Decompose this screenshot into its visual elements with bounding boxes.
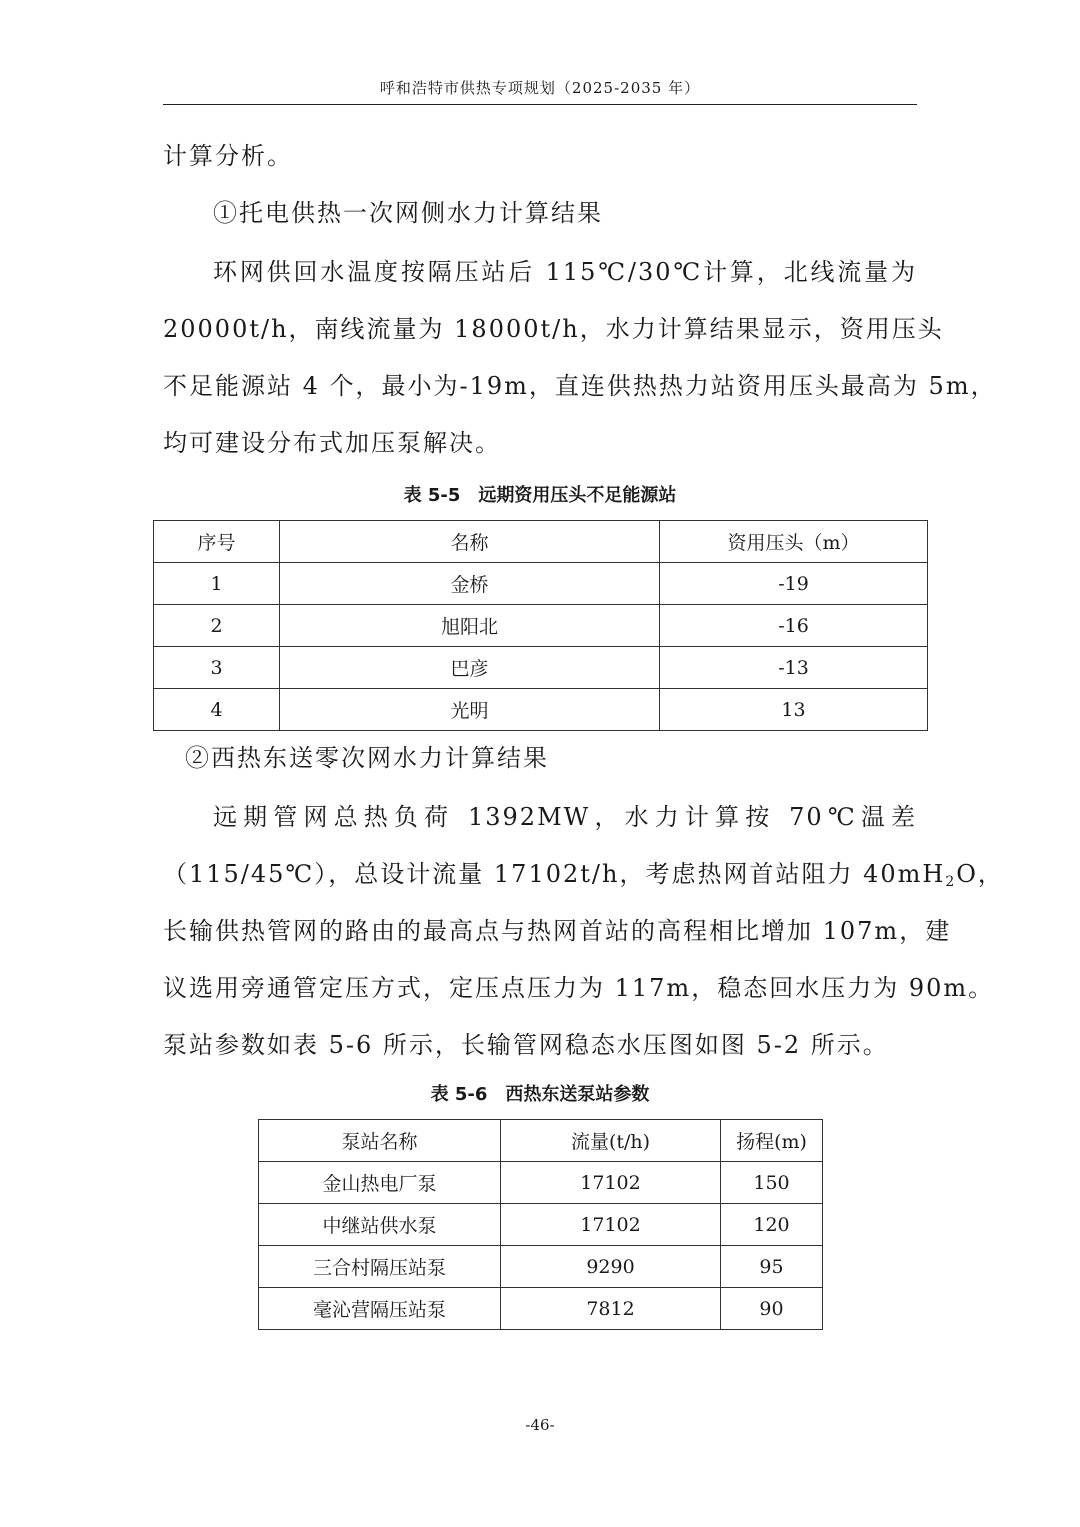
header-cell: 扬程(m): [721, 1120, 823, 1162]
table-cell: -13: [660, 647, 928, 689]
section-heading-1: [163, 185, 917, 242]
text-line: 计算分析。: [163, 142, 293, 170]
table-row: [154, 563, 928, 605]
table-cell: 17102: [501, 1162, 721, 1204]
text-line: 议选用旁通管定压方式，定压点压力为 117m，稳态回水压力为 90m。: [163, 974, 995, 1002]
table-cell: 150: [721, 1162, 823, 1204]
text-line: 不足能源站 4 个，最小为-19m，直连供热热力站资用压头最高为 5m，: [163, 372, 997, 400]
table-pump-stations: [258, 1119, 823, 1330]
table-cell: 旭阳北: [280, 605, 660, 647]
text-line: 20000t/h，南线流量为 18000t/h，水力计算结果显示，资用压头: [163, 315, 944, 343]
paragraph-intro: [163, 128, 917, 185]
table-row: [259, 1246, 823, 1288]
table1-caption: 表 5-5 远期资用压头不足能源站: [403, 485, 677, 506]
table-cell: 巴彦: [280, 647, 660, 689]
text-line: 长输供热管网的路由的最高点与热网首站的高程相比增加 107m，建: [163, 917, 952, 945]
table-row: [259, 1288, 823, 1330]
text-line: ②西热东送零次网水力计算结果: [185, 744, 549, 772]
table-header-row: [154, 521, 928, 563]
text-line: ①托电供热一次网侧水力计算结果: [213, 199, 603, 227]
table-cell: 13: [660, 689, 928, 731]
page-header: [163, 78, 917, 105]
table-header-row: [259, 1120, 823, 1162]
table-cell: 120: [721, 1204, 823, 1246]
text-line: 均可建设分布式加压泵解决。: [163, 429, 501, 457]
header-cell: 资用压头（m）: [660, 521, 928, 563]
page-number: -46-: [525, 1416, 555, 1434]
table-cell: 9290: [501, 1246, 721, 1288]
table-cell: 毫沁营隔压站泵: [259, 1288, 501, 1330]
table-row: [259, 1204, 823, 1246]
text-line: 环网供回水温度按隔压站后 115℃/30℃计算，北线流量为: [213, 258, 917, 286]
text-segment: O，: [956, 860, 1004, 888]
table-cell: 2: [154, 605, 280, 647]
table-row: [154, 689, 928, 731]
header-cell: 泵站名称: [259, 1120, 501, 1162]
table-cell: 3: [154, 647, 280, 689]
table-cell: 90: [721, 1288, 823, 1330]
text-line: [163, 846, 1004, 903]
table-row: [154, 647, 928, 689]
table-cell: 三合村隔压站泵: [259, 1246, 501, 1288]
text-line: 远期管网总热负荷 1392MW，水力计算按 70℃温差: [213, 803, 917, 831]
table-cell: 光明: [280, 689, 660, 731]
header-title: 呼和浩特市供热专项规划（2025-2035 年）: [379, 79, 701, 97]
table-row: [259, 1162, 823, 1204]
header-cell: 名称: [280, 521, 660, 563]
table-cell: 95: [721, 1246, 823, 1288]
table-row: [154, 605, 928, 647]
table-cell: -16: [660, 605, 928, 647]
header-cell: 流量(t/h): [501, 1120, 721, 1162]
table-cell: 7812: [501, 1288, 721, 1330]
table-cell: 金山热电厂泵: [259, 1162, 501, 1204]
header-cell: 序号: [154, 521, 280, 563]
text-line: 泵站参数如表 5-6 所示，长输管网稳态水压图如图 5-2 所示。: [163, 1031, 889, 1059]
table-energy-stations: [153, 520, 928, 731]
section-heading-2: [163, 730, 917, 787]
table-cell: 中继站供水泵: [259, 1204, 501, 1246]
paragraph-hydraulic-primary: [163, 244, 997, 472]
text-segment: （115/45℃），总设计流量 17102t/h，考虑热网首站阻力 40mH: [163, 860, 946, 888]
paragraph-hydraulic-zero: [163, 789, 1004, 1074]
table-cell: 金桥: [280, 563, 660, 605]
table-cell: -19: [660, 563, 928, 605]
subscript: 2: [945, 874, 957, 890]
table-cell: 4: [154, 689, 280, 731]
table2-caption: 表 5-6 西热东送泵站参数: [430, 1084, 650, 1105]
table-cell: 17102: [501, 1204, 721, 1246]
table-cell: 1: [154, 563, 280, 605]
